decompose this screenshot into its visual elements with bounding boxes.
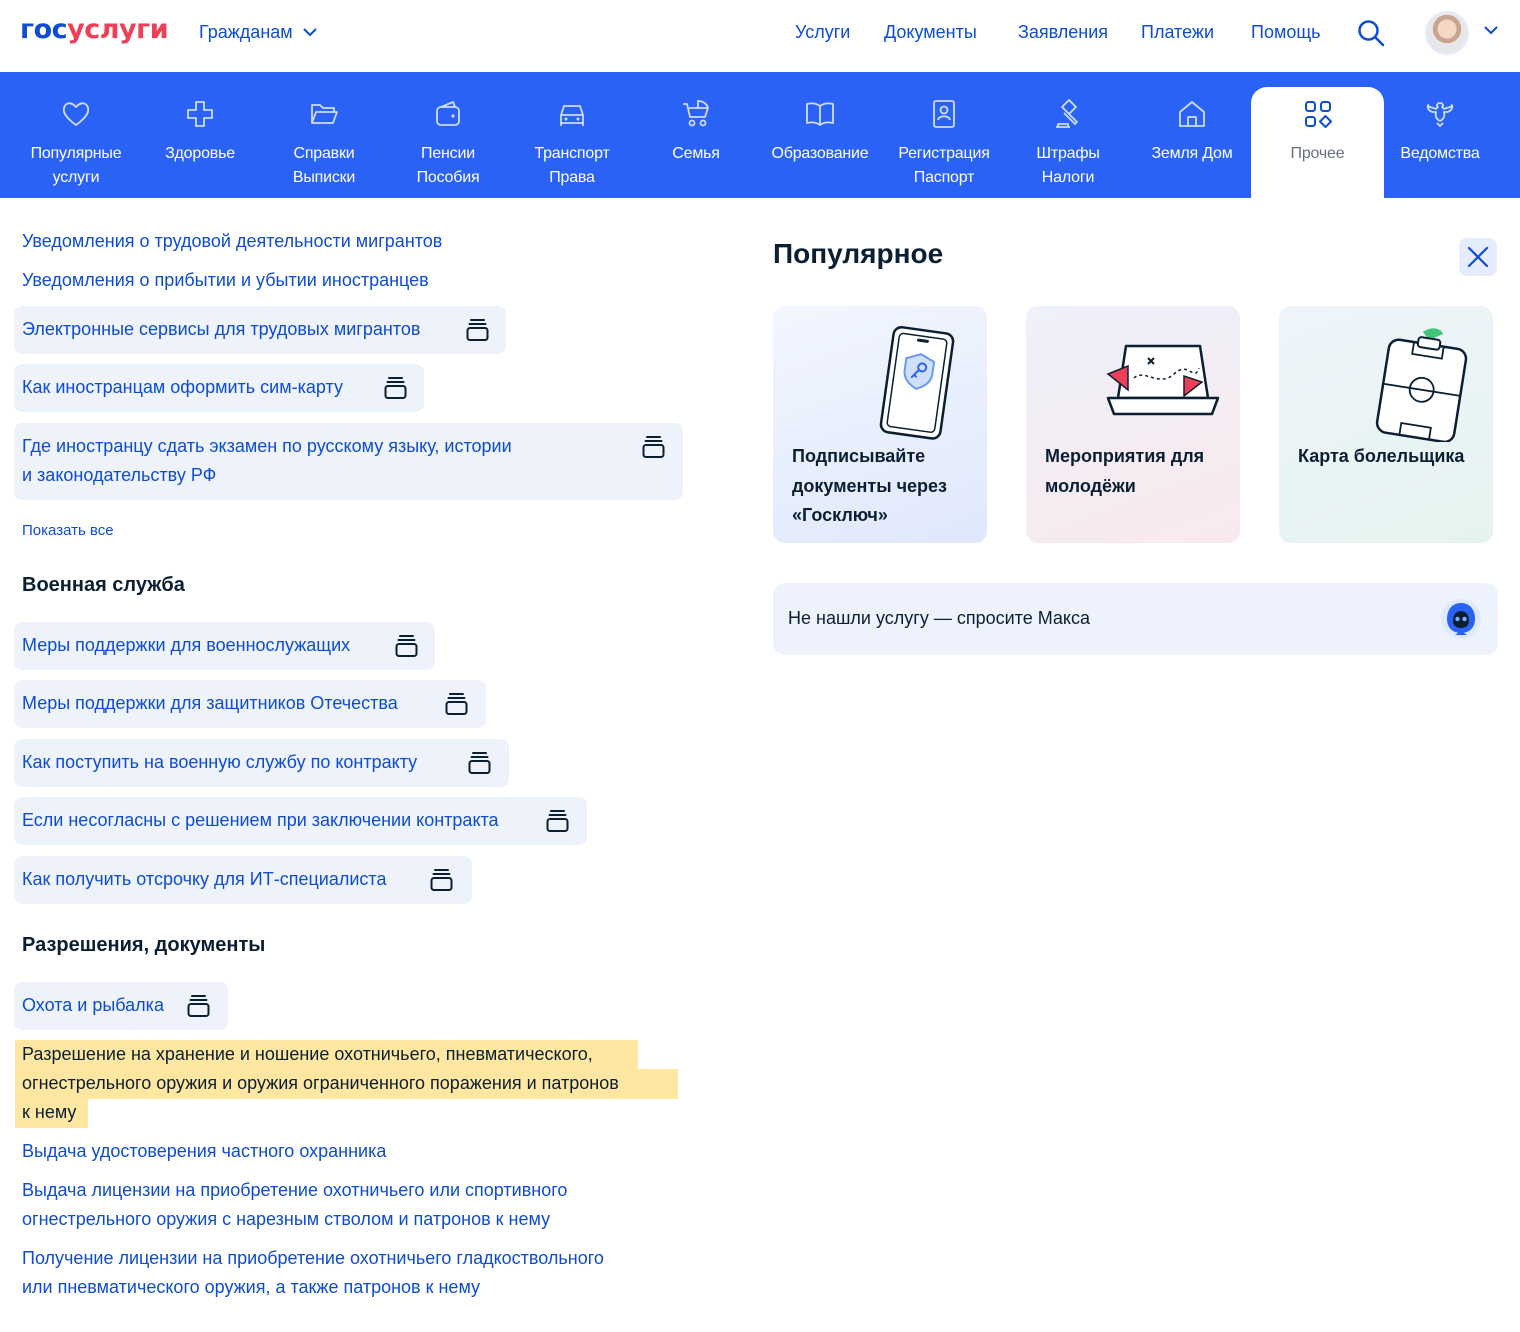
link-contract-disagreement[interactable]: Если несогласны с решением при заключении контракта (14, 797, 587, 845)
link-military-support[interactable]: Меры поддержки для военнослужащих (14, 622, 435, 670)
category-other[interactable]: Прочее (1251, 87, 1384, 198)
house-icon (1177, 99, 1207, 129)
audience-label: Гражданам (199, 22, 293, 42)
map-flags-icon (1104, 338, 1224, 428)
nav-payments[interactable]: Платежи (1141, 22, 1215, 42)
category-certificates[interactable]: Справки Выписки (262, 72, 386, 198)
passport-icon (929, 99, 959, 129)
link-foreigners-sim-card[interactable]: Как иностранцам оформить сим-карту (14, 364, 424, 412)
category-land-house[interactable]: Земля Дом (1130, 72, 1254, 198)
link-private-guard-certificate[interactable]: Выдача удостоверения частного охранника (22, 1141, 387, 1161)
popular-title: Популярное (773, 238, 944, 269)
card-fan-card[interactable] (1279, 306, 1493, 543)
nav-help[interactable]: Помощь (1251, 22, 1321, 42)
stack-icon (444, 691, 469, 716)
category-popular[interactable]: Популярные услуги (14, 72, 138, 198)
avatar[interactable] (1425, 11, 1469, 55)
folder-icon (309, 99, 339, 129)
gavel-icon (1053, 99, 1083, 129)
card-fan-card-title: Карта болельщика (1298, 446, 1465, 466)
link-defenders-support[interactable]: Меры поддержки для защитников Отечества (14, 680, 486, 728)
gosuslugi-logo[interactable]: госуслуги (20, 14, 169, 45)
category-registration[interactable]: Регистрация Паспорт (882, 72, 1006, 198)
nav-documents[interactable]: Документы (884, 22, 977, 42)
category-bar (0, 72, 1520, 198)
section-title-permits: Разрешения, документы (22, 934, 266, 956)
stack-icon (394, 633, 419, 658)
emblem-icon (1425, 99, 1455, 129)
book-icon (805, 99, 835, 129)
link-migrant-e-services[interactable]: Электронные сервисы для трудовых мигрантов (14, 306, 506, 354)
show-all-link[interactable]: Показать все (22, 522, 114, 539)
category-agencies[interactable]: Ведомства (1378, 72, 1502, 198)
category-health[interactable]: Здоровье (138, 72, 262, 198)
stack-icon (186, 993, 211, 1018)
stack-icon (429, 867, 454, 892)
close-icon (1459, 238, 1497, 276)
stack-icon (465, 317, 490, 342)
grid-icon (1303, 99, 1333, 129)
nav-services[interactable]: Услуги (795, 22, 851, 42)
card-youth-events-title: Мероприятия для молодёжи (1045, 446, 1205, 496)
stack-icon (383, 375, 408, 400)
category-fines[interactable]: Штрафы Налоги (1006, 72, 1130, 198)
card-goskluch-title: Подписывайте документы через «Госключ» (792, 446, 948, 525)
link-migrant-labor-notifications[interactable]: Уведомления о трудовой деятельности мигрантов (22, 231, 443, 251)
card-goskluch[interactable] (773, 306, 987, 543)
stack-icon (467, 750, 492, 775)
chevron-down-icon (303, 28, 317, 37)
nav-applications[interactable]: Заявления (1018, 22, 1109, 42)
section-title-military: Военная служба (22, 574, 185, 596)
ask-max-text: Не нашли услугу — спросите Макса (788, 608, 1091, 628)
stroller-icon (681, 99, 711, 129)
wallet-icon (433, 99, 463, 129)
category-transport[interactable]: Транспорт Права (510, 72, 634, 198)
close-button[interactable] (1459, 238, 1497, 276)
stack-icon (641, 434, 666, 459)
search-icon[interactable] (1356, 18, 1386, 48)
fan-card-icon (1371, 324, 1475, 442)
site-header (0, 0, 1520, 72)
phone-key-icon (873, 324, 963, 442)
link-contract-service[interactable]: Как поступить на военную службу по контракту (14, 739, 509, 787)
card-youth-events[interactable] (1026, 306, 1240, 543)
car-icon (557, 99, 587, 129)
category-pensions[interactable]: Пенсии Пособия (386, 72, 510, 198)
heart-icon (61, 99, 91, 129)
health-cross-icon (185, 99, 215, 129)
ask-max-assistant[interactable] (773, 583, 1498, 655)
category-family[interactable]: Семья (634, 72, 758, 198)
category-education[interactable]: Образование (758, 72, 882, 198)
stack-icon (545, 808, 570, 833)
link-foreigner-russian-exam[interactable]: Где иностранцу сдать экзамен по русскому языку, истории и законодательству РФ (14, 423, 683, 500)
profile-chevron-down-icon[interactable] (1484, 26, 1498, 35)
link-it-deferment[interactable]: Как получить отсрочку для ИТ-специалиста (14, 856, 472, 904)
link-foreigners-arrival-notifications[interactable]: Уведомления о прибытии и убытии иностранцев (22, 270, 429, 290)
audience-selector[interactable] (199, 22, 317, 43)
robot-assistant-icon (1439, 597, 1483, 641)
link-hunting-fishing[interactable]: Охота и рыбалка (14, 982, 228, 1030)
